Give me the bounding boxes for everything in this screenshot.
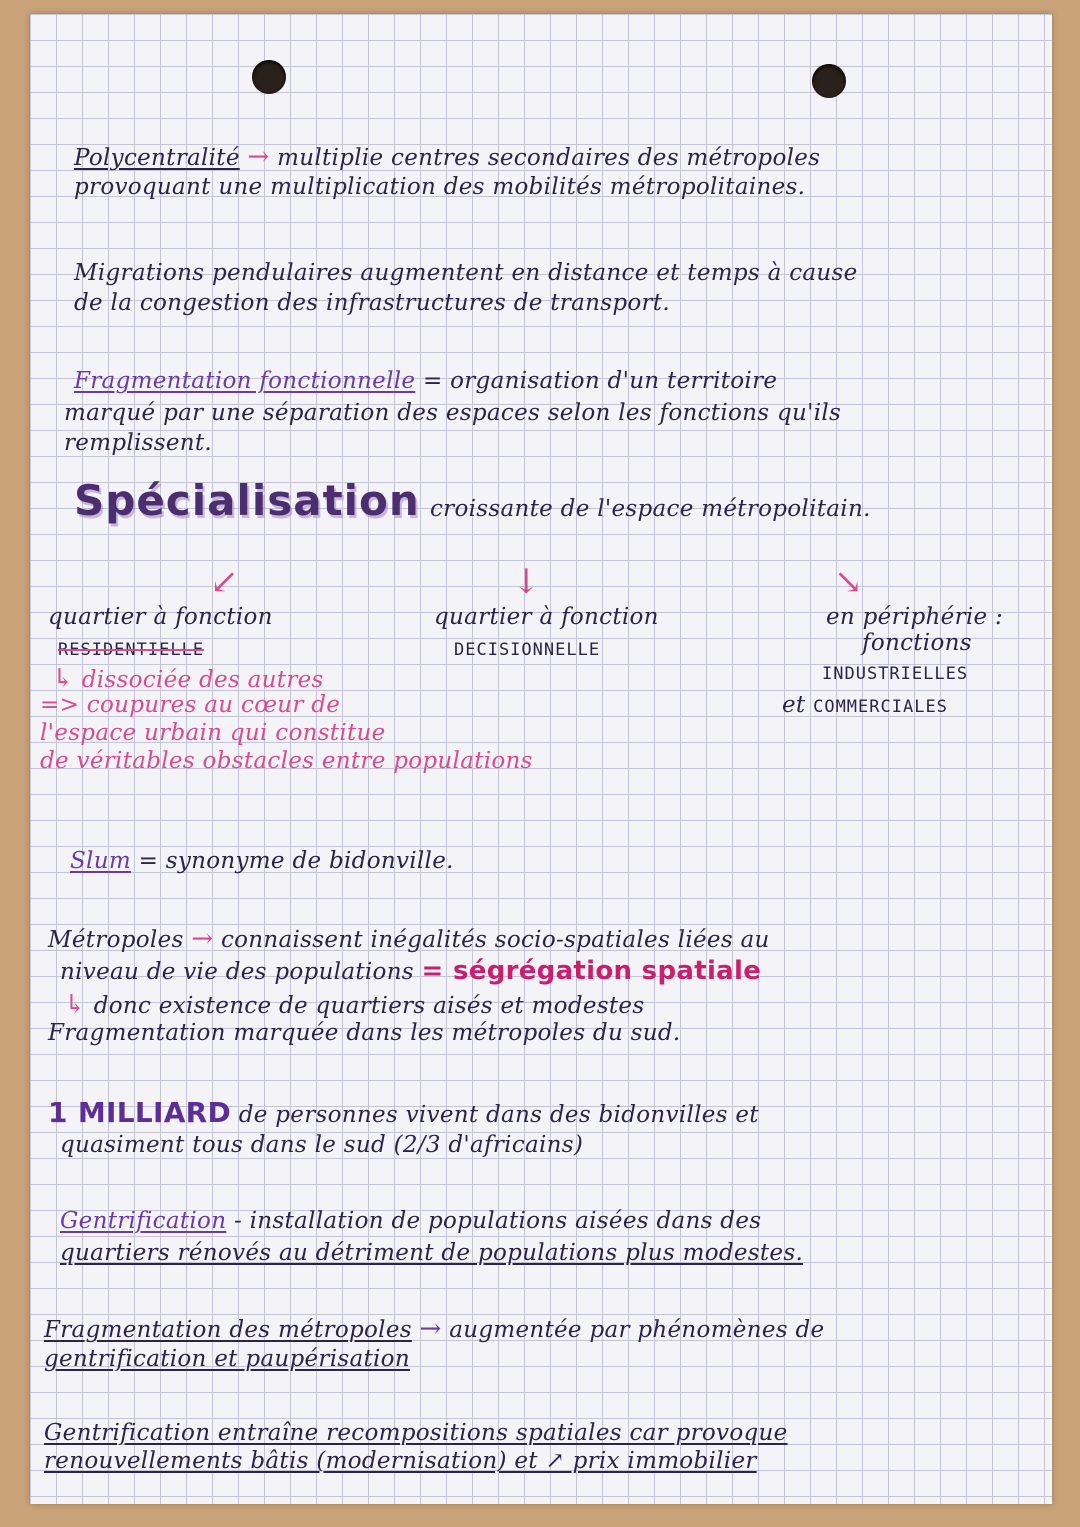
- imply-icon: =>: [40, 692, 80, 718]
- col3-caps1: INDUSTRIELLES: [822, 664, 969, 684]
- punch-hole-right: [812, 64, 846, 98]
- col2-caps: DECISIONNELLE: [454, 640, 601, 660]
- note-line: quasiment tous dans le sud (2/3 d'africains): [60, 1132, 584, 1158]
- arrow-down-right-icon: ↘: [834, 562, 863, 602]
- note-line: Migrations pendulaires augmentent en distance et temps à cause: [74, 260, 858, 286]
- note-line: remplissent.: [64, 430, 213, 456]
- hook-arrow-icon: ↳: [52, 664, 75, 694]
- col3-caps2-line: [782, 692, 948, 718]
- note-line: [60, 956, 761, 986]
- note-line: [44, 1314, 824, 1344]
- note-line: [70, 848, 454, 874]
- term-fragmentation-metropoles: Fragmentation des métropoles: [44, 1317, 412, 1343]
- arrow-right-icon: →: [247, 142, 270, 172]
- term-polycentralite: Polycentralité: [74, 145, 240, 171]
- note-line: renouvellements bâtis (modernisation) et ↗ prix immobilier: [44, 1448, 757, 1474]
- note-text: de personnes vivent dans des bidonvilles et: [238, 1102, 759, 1128]
- col1-note: de véritables obstacles entre populations: [40, 748, 533, 774]
- term-fragmentation-fonctionnelle: Fragmentation fonctionnelle: [74, 368, 416, 394]
- term-segregation-spatiale: = ségrégation spatiale: [421, 956, 762, 986]
- heading-rest: croissante de l'espace métropolitain.: [430, 496, 871, 522]
- note-text: = organisation d'un territoire: [422, 368, 778, 394]
- note-line: de la congestion des infrastructures de transport.: [74, 290, 670, 316]
- col3-sub: fonctions: [862, 630, 972, 656]
- col1-note: [40, 692, 340, 718]
- col3-title: en périphérie :: [826, 604, 1004, 630]
- note-text: niveau de vie des populations: [60, 959, 414, 985]
- note-text: coupures au cœur de: [86, 692, 341, 718]
- hook-arrow-icon: ↳: [64, 990, 87, 1020]
- note-text: augmentée par phénomènes de: [449, 1317, 825, 1343]
- arrow-right-icon: →: [419, 1314, 442, 1344]
- note-line: Gentrification entraîne recompositions spatiales car provoque: [44, 1420, 788, 1446]
- note-line: [48, 1096, 759, 1129]
- heading-specialisation: Spécialisation: [74, 476, 420, 525]
- note-text: connaissent inégalités socio-spatiales liées au: [220, 927, 770, 953]
- arrow-down-icon: ↓: [512, 562, 541, 602]
- note-line: [64, 990, 644, 1020]
- term-metropoles: Métropoles: [48, 927, 184, 953]
- note-line: quartiers rénovés au détriment de populations plus modestes.: [60, 1240, 804, 1266]
- col2-title: quartier à fonction: [434, 604, 659, 630]
- note-line: [74, 142, 820, 172]
- col3-caps2: COMMERCIALES: [813, 697, 948, 717]
- arrow-right-icon: →: [191, 924, 214, 954]
- term-gentrification: Gentrification: [60, 1208, 227, 1234]
- note-text: donc existence de quartiers aisés et modestes: [93, 993, 645, 1019]
- col1-title: quartier à fonction: [48, 604, 273, 630]
- term-1-milliard: 1 MILLIARD: [48, 1096, 232, 1129]
- note-text: - installation de populations aisées dans des: [233, 1208, 762, 1234]
- note-line: gentrification et paupérisation: [44, 1346, 410, 1372]
- note-text: = synonyme de bidonville.: [138, 848, 454, 874]
- note-line: Fragmentation marquée dans les métropoles du sud.: [48, 1020, 681, 1046]
- punch-hole-left: [252, 60, 286, 94]
- arrow-down-left-icon: ↙: [210, 562, 239, 602]
- notebook-page: [30, 14, 1052, 1504]
- note-line: [48, 924, 770, 954]
- col1-note: [52, 664, 324, 694]
- term-slum: Slum: [70, 848, 131, 874]
- note-line: [74, 368, 777, 394]
- note-line: marqué par une séparation des espaces selon les fonctions qu'ils: [64, 400, 842, 426]
- note-line: provoquant une multiplication des mobilités métropolitaines.: [74, 174, 806, 200]
- note-text: multiplie centres secondaires des métropoles: [277, 145, 821, 171]
- col1-caps: RESIDENTIELLE: [58, 640, 205, 660]
- note-text: et: [782, 692, 806, 718]
- col1-note: l'espace urbain qui constitue: [40, 720, 386, 746]
- note-text: dissociée des autres: [81, 667, 324, 693]
- note-line: [60, 1208, 761, 1234]
